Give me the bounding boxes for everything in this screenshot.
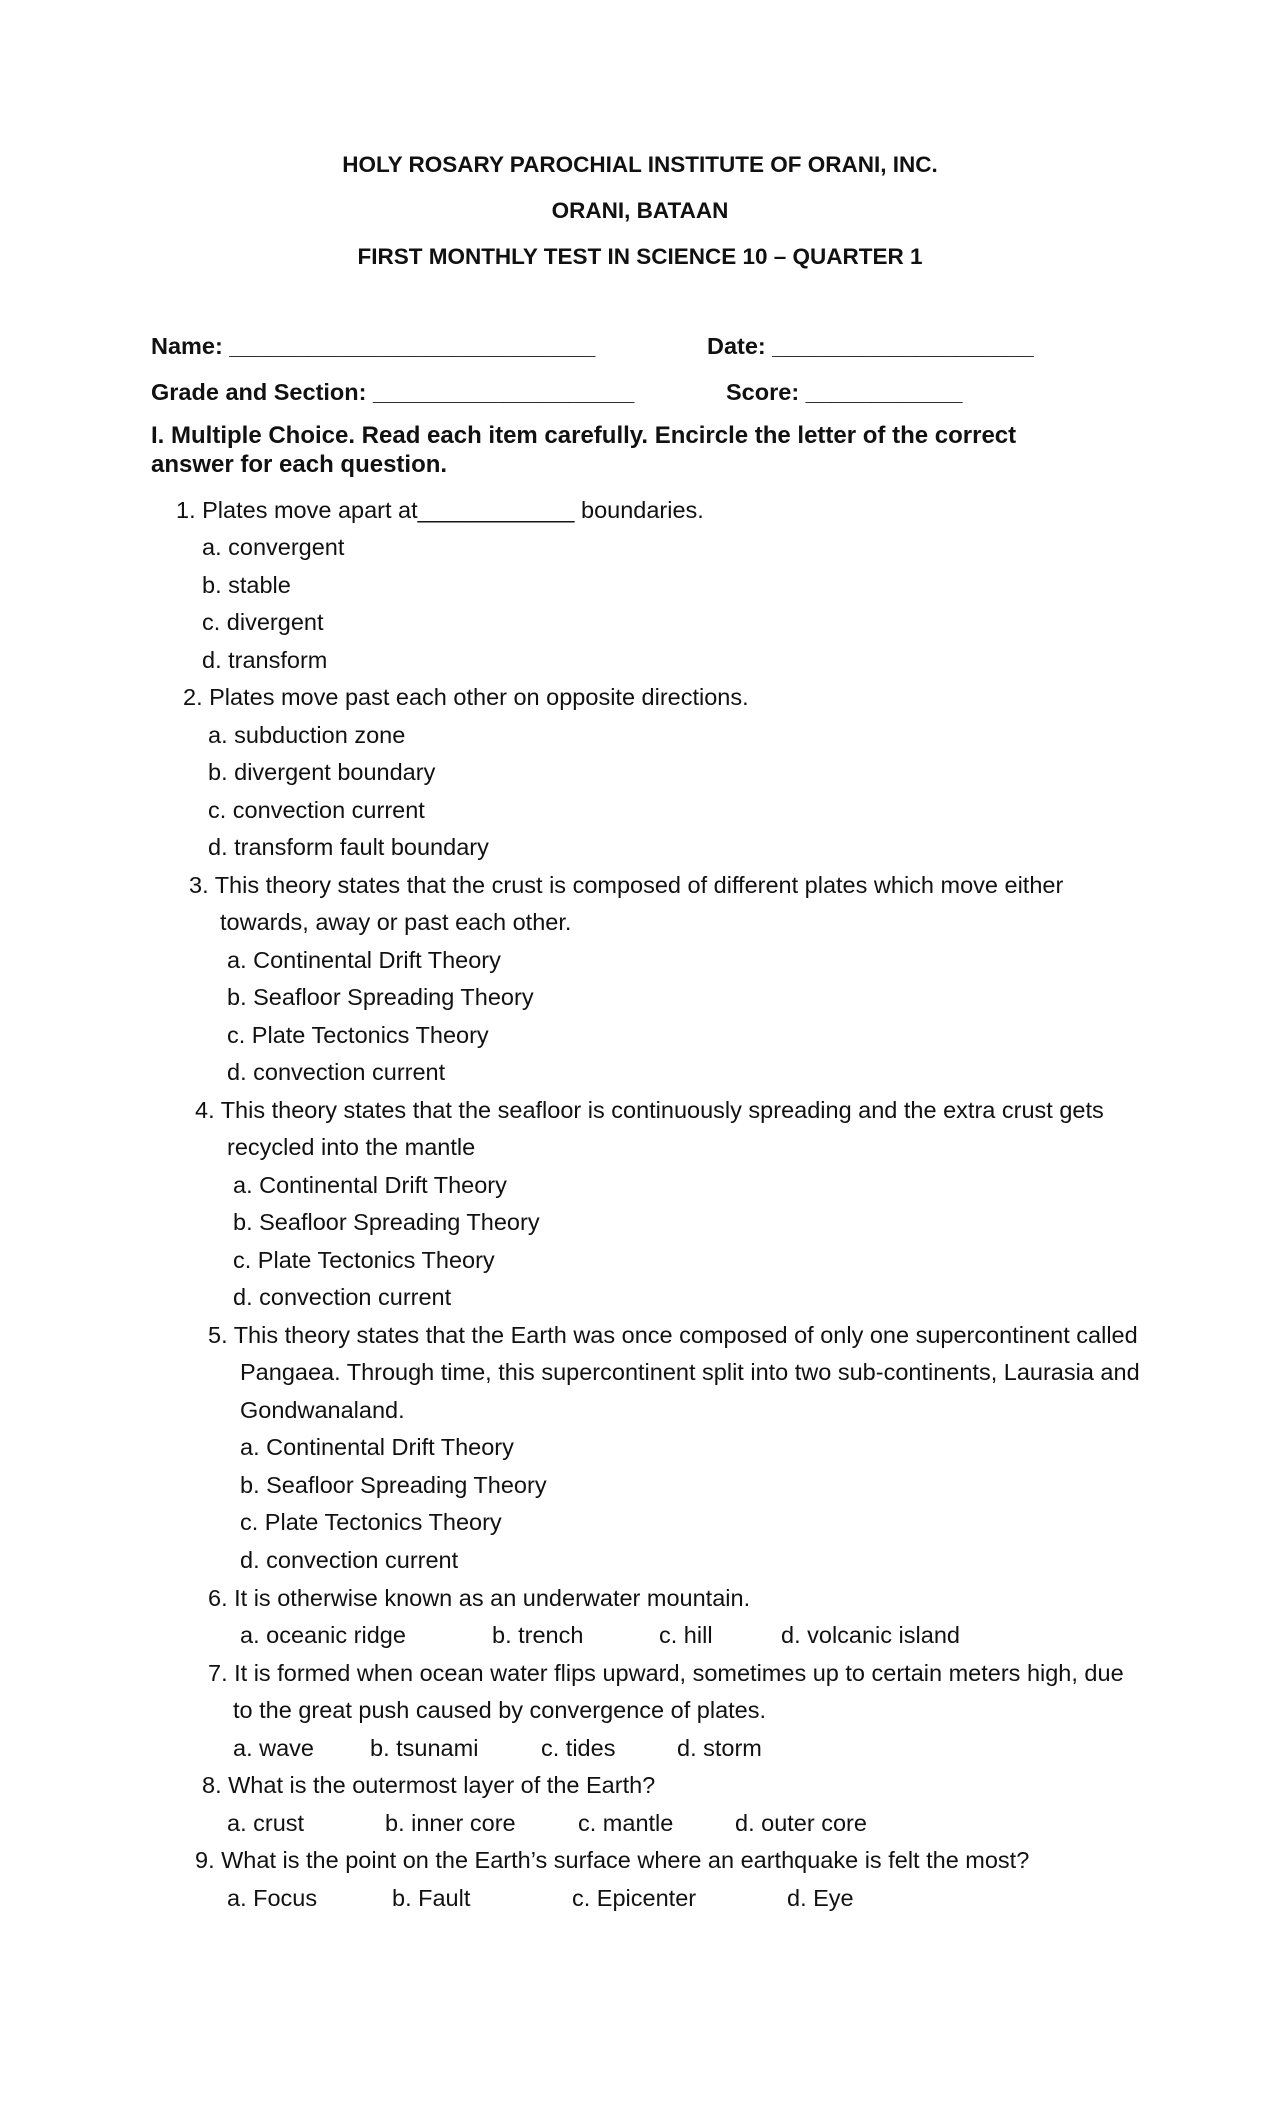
choice-item[interactable]: b. divergent boundary xyxy=(208,759,436,785)
choice-item[interactable]: c. Epicenter xyxy=(572,1885,697,1911)
choice-item[interactable]: c. convection current xyxy=(208,797,425,823)
choice-item[interactable]: d. transform xyxy=(202,647,328,673)
choice-item[interactable]: a. oceanic ridge xyxy=(240,1622,406,1648)
choice-item[interactable]: c. Plate Tectonics Theory xyxy=(240,1509,502,1535)
question-stem-continuation: towards, away or past each other. xyxy=(220,909,572,935)
choice-item[interactable]: d. convection current xyxy=(233,1284,452,1310)
choice-item[interactable]: a. Continental Drift Theory xyxy=(240,1434,514,1460)
choice-item[interactable]: d. outer core xyxy=(735,1810,867,1836)
choice-item[interactable]: b. inner core xyxy=(385,1810,516,1836)
test-title: FIRST MONTHLY TEST IN SCIENCE 10 – QUARTER 1 xyxy=(357,244,923,269)
choice-item[interactable]: a. Focus xyxy=(227,1885,318,1911)
question-stem: 4. This theory states that the seafloor is continuously spreading and the extra crust gets xyxy=(195,1097,1104,1123)
question-stem: 2. Plates move past each other on opposite directions. xyxy=(183,684,749,710)
name-field[interactable]: Name: ____________________________ xyxy=(151,333,596,359)
choice-item[interactable]: c. Plate Tectonics Theory xyxy=(227,1022,489,1048)
choice-item[interactable]: a. convergent xyxy=(202,534,345,560)
choice-item[interactable]: c. Plate Tectonics Theory xyxy=(233,1247,495,1273)
instructions-line-2: answer for each question. xyxy=(151,451,448,478)
question-stem-continuation: to the great push caused by convergence of plates. xyxy=(233,1697,767,1723)
question-stem: 9. What is the point on the Earth’s surface where an earthquake is felt the most? xyxy=(195,1847,1030,1873)
choice-item[interactable]: b. Seafloor Spreading Theory xyxy=(227,984,534,1010)
instructions-line-1: I. Multiple Choice. Read each item carefully. Encircle the letter of the correct xyxy=(151,422,1017,449)
question-stem-continuation: Pangaea. Through time, this supercontinent split into two sub-continents, Laurasia and xyxy=(240,1359,1140,1385)
question-stem: 6. It is otherwise known as an underwater mountain. xyxy=(208,1585,751,1611)
choice-item[interactable]: d. convection current xyxy=(240,1547,459,1573)
school-location: ORANI, BATAAN xyxy=(551,198,729,223)
choice-item[interactable]: b. trench xyxy=(492,1622,584,1648)
choice-item[interactable]: b. stable xyxy=(202,572,291,598)
choice-item[interactable]: c. divergent xyxy=(202,609,324,635)
question-stem-continuation: Gondwanaland. xyxy=(240,1397,405,1423)
choice-item[interactable]: b. Seafloor Spreading Theory xyxy=(240,1472,547,1498)
choice-item[interactable]: a. subduction zone xyxy=(208,722,406,748)
question-stem-continuation: recycled into the mantle xyxy=(227,1134,476,1160)
choice-item[interactable]: c. hill xyxy=(659,1622,713,1648)
choice-item[interactable]: d. Eye xyxy=(787,1885,854,1911)
question-stem: 8. What is the outermost layer of the Earth? xyxy=(202,1772,656,1798)
question-stem: 1. Plates move apart at____________ boundaries. xyxy=(176,497,704,523)
choice-item[interactable]: d. storm xyxy=(677,1735,762,1761)
question-stem: 5. This theory states that the Earth was once composed of only one supercontinent called xyxy=(208,1322,1138,1348)
choice-item[interactable]: d. transform fault boundary xyxy=(208,834,489,860)
choice-item[interactable]: d. volcanic island xyxy=(781,1622,960,1648)
choice-item[interactable]: a. Continental Drift Theory xyxy=(233,1172,507,1198)
question-stem: 7. It is formed when ocean water flips upward, sometimes up to certain meters high, due xyxy=(208,1660,1124,1686)
choice-item[interactable]: d. convection current xyxy=(227,1059,446,1085)
date-field[interactable]: Date: ____________________ xyxy=(707,333,1034,359)
score-field[interactable]: Score: ____________ xyxy=(726,379,963,405)
grade-section-field[interactable]: Grade and Section: ____________________ xyxy=(151,379,635,405)
choice-item[interactable]: b. tsunami xyxy=(370,1735,479,1761)
choice-item[interactable]: c. tides xyxy=(541,1735,616,1761)
choice-item[interactable]: a. crust xyxy=(227,1810,305,1836)
choice-item[interactable]: b. Fault xyxy=(392,1885,471,1911)
school-name: HOLY ROSARY PAROCHIAL INSTITUTE OF ORANI, INC. xyxy=(342,152,938,177)
question-stem: 3. This theory states that the crust is composed of different plates which move either xyxy=(189,872,1064,898)
choice-item[interactable]: b. Seafloor Spreading Theory xyxy=(233,1209,540,1235)
choice-item[interactable]: a. wave xyxy=(233,1735,314,1761)
choice-item[interactable]: c. mantle xyxy=(578,1810,674,1836)
choice-item[interactable]: a. Continental Drift Theory xyxy=(227,947,501,973)
